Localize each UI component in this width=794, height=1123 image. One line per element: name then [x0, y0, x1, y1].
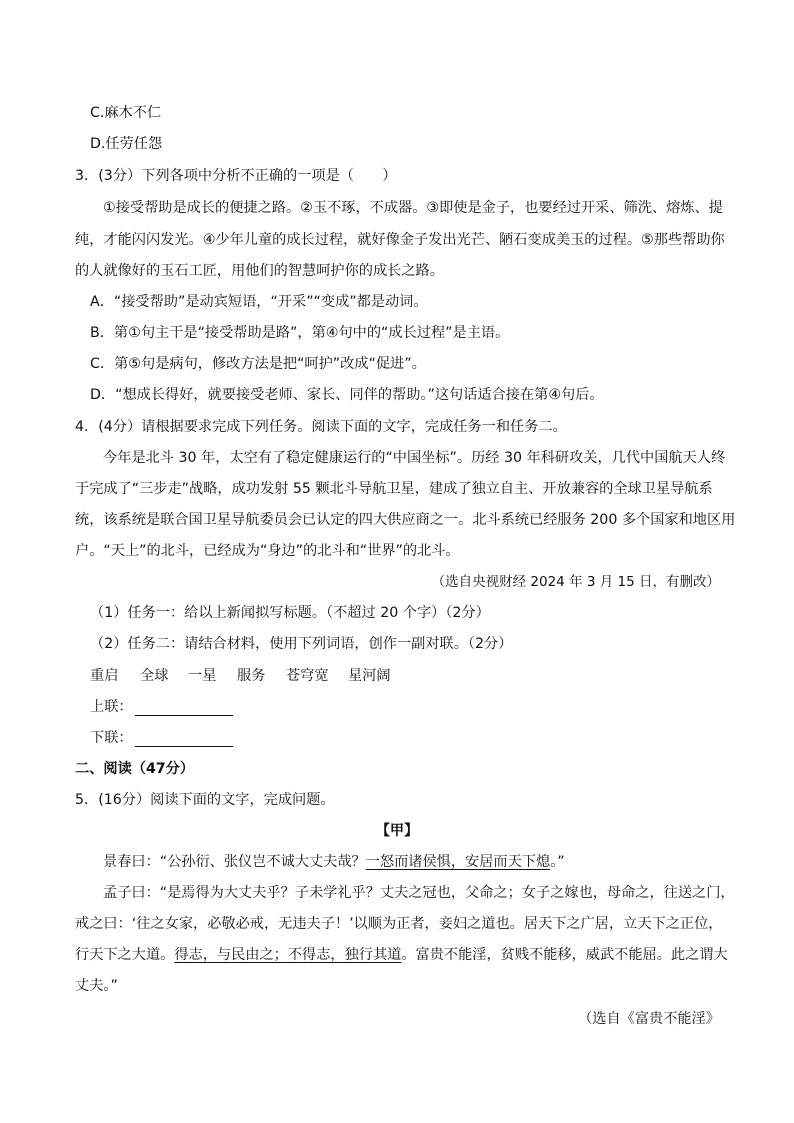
q4-word: 星河阔: [348, 668, 391, 684]
mengzi-line: 孟子曰：“是焉得为大丈夫乎？子未学礼乎？丈夫之冠也，父命之；女子之嫁也，母命之，往送之门，: [103, 885, 735, 901]
q4-passage-line: 今年是北斗 30 年，太空有了稳定健康运行的“中国坐标”。历经 30 年科研攻关，几代中国航天人终: [103, 450, 726, 466]
jingchun-underlined: 一怒而诸侯惧，安居而天下熄: [365, 854, 551, 870]
q3-option-b: B．第①句主干是“接受帮助是路”，第④句中的“成长过程”是主语。: [90, 325, 510, 341]
mengzi-line: 丈夫。”: [75, 978, 118, 994]
jingchun-text: 景春曰：“公孙衍、张仪岂不诚大丈夫哉？: [103, 854, 366, 870]
mengzi-text: 。富贵不能淫，贫贱不能移，威武不能屈。此之谓大: [401, 947, 728, 963]
q4-task2: （2）任务二：请结合材料，使用下列词语，创作一副对联。（2分）: [90, 636, 513, 652]
jingchun-line: [103, 853, 565, 871]
q4-word: 服务: [237, 668, 266, 684]
q4-task1: （1）任务一：给以上新闻拟写标题。（不超过 20 个字）（2分）: [90, 605, 490, 621]
lower-couplet-field[interactable]: [90, 729, 233, 747]
option-d: D.任劳任怨: [90, 136, 163, 152]
mengzi-line: 戒之曰：‘往之女家，必敬必戒，无违夫子！’以顺为正者，妾妇之道也。居天下之广居，立天下之正位，: [75, 916, 723, 932]
q4-passage-line: 统，该系统是联合国卫星导航委员会已认定的四大供应商之一。北斗系统已经服务 200 多个国家和地区用: [75, 512, 736, 528]
mengzi-underlined: 得志，与民由之；不得志，独行其道: [174, 947, 402, 963]
q4-word: 一星: [188, 668, 217, 684]
q3-passage-line: 纯，才能闪闪发光。④少年儿童的成长过程，就好像金子发出光芒、陋石变成美玉的过程。⑤那些帮助你: [75, 232, 725, 248]
jingchun-end: 。”: [550, 854, 565, 870]
q3-option-d: D．“想成长得好，就要接受老师、家长、同伴的帮助。”这句话适合接在第④句后。: [90, 387, 604, 403]
option-c: C.麻木不仁: [90, 105, 162, 121]
section-heading: 二、阅读（47分）: [75, 761, 195, 777]
q4-word: 重启: [90, 668, 119, 684]
q3-passage-line: 的人就像好的玉石工匠，用他们的智慧呵护你的成长之路。: [75, 263, 444, 279]
mengzi-line: [75, 946, 728, 964]
q4-word: 苍穹宽: [286, 668, 329, 684]
q4-source: （选自央视财经 2024 年 3 月 15 日，有删改）: [431, 574, 720, 590]
q5-source: （选自《富贵不能淫》: [578, 1011, 720, 1027]
q3-option-a: A．“接受帮助”是动宾短语，“开采”“变成”都是动词。: [90, 294, 428, 310]
upper-couplet-field[interactable]: [90, 698, 233, 716]
q3-passage-line: ①接受帮助是成长的便捷之路。②玉不琢，不成器。③即使是金子，也要经过开采、筛洗、熔炼、提: [103, 200, 723, 216]
q3-option-c: C．第⑤句是病句，修改方法是把“呵护”改成“促进”。: [90, 356, 426, 372]
passage-title: 【甲】: [375, 823, 419, 839]
upper-couplet-blank[interactable]: [135, 701, 233, 716]
mengzi-text: 行天下之大道。: [75, 947, 175, 963]
q4-stem: 4．(4分）请根据要求完成下列任务。阅读下面的文字，完成任务一和任务二。: [75, 419, 567, 435]
q5-stem: 5．(16分）阅读下面的文字，完成问题。: [75, 792, 335, 808]
lower-couplet-blank[interactable]: [135, 732, 233, 747]
q4-passage-line: 户。“天上”的北斗，已经成为“身边”的北斗和“世界”的北斗。: [75, 543, 460, 559]
q4-passage-line: 于完成了“三步走”战略，成功发射 55 颗北斗导航卫星，建成了独立自主、开放兼容的全球卫星导航系: [75, 481, 713, 497]
q3-stem: 3．(3分）下列各项中分析不正确的一项是（ ）: [75, 168, 397, 184]
lower-couplet-label: 下联：: [90, 730, 133, 746]
q4-word: 全球: [140, 668, 169, 684]
upper-couplet-label: 上联：: [90, 699, 133, 715]
